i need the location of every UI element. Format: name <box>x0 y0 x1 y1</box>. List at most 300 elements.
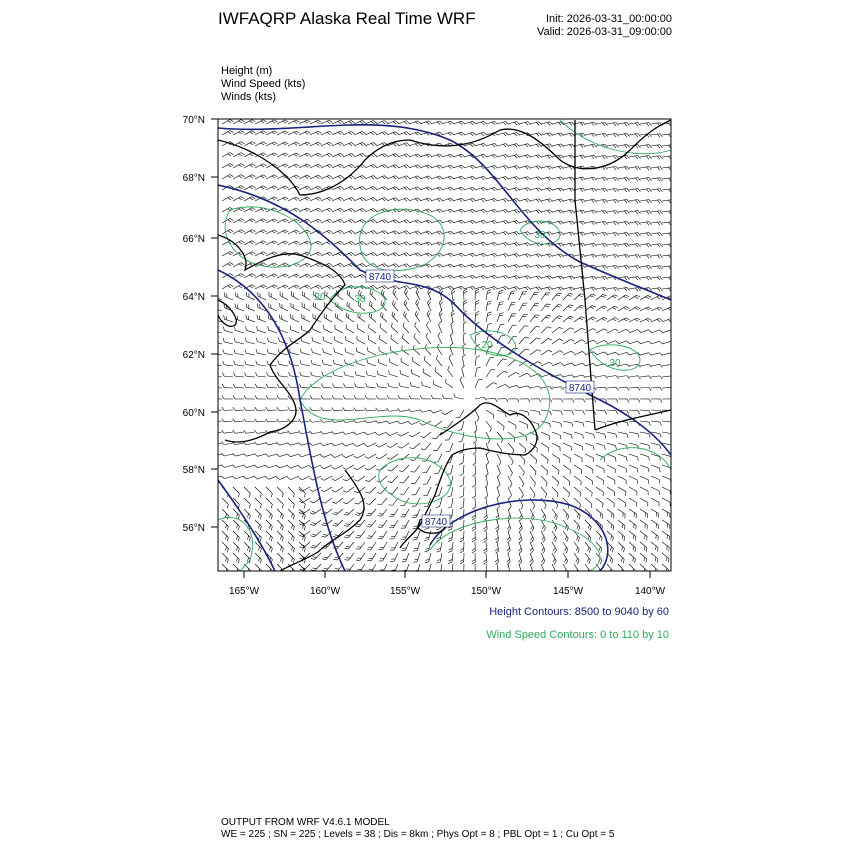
wind-barb <box>391 300 401 311</box>
wind-barb <box>616 520 627 530</box>
wind-barb <box>265 473 277 480</box>
wind-barb <box>242 542 252 552</box>
wind-barb <box>472 542 476 553</box>
wind-barb <box>585 177 596 183</box>
wind-barb <box>494 553 499 564</box>
wind-barb <box>651 144 662 149</box>
wind-barb <box>233 130 244 138</box>
wind-barb <box>629 329 640 336</box>
wind-barb <box>321 284 332 292</box>
wind-barb <box>574 375 585 381</box>
wind-barb <box>640 122 651 127</box>
wind-barb <box>288 284 299 292</box>
wind-barb <box>629 410 640 414</box>
wind-barb <box>310 240 321 248</box>
wind-barb <box>379 551 387 562</box>
wind-barb <box>538 509 547 520</box>
wind-barb <box>420 197 432 204</box>
wind-barb <box>255 361 266 366</box>
wind-barb <box>448 355 456 366</box>
wind-barb <box>211 395 222 399</box>
wind-barb <box>650 454 662 460</box>
wind-barb <box>286 553 296 563</box>
wind-barb <box>483 553 488 564</box>
wind-barb <box>541 209 553 215</box>
wind-barb <box>497 209 509 215</box>
wind-barb <box>277 152 288 160</box>
wind-barb <box>253 520 263 530</box>
wind-barb <box>320 429 332 435</box>
wind-barb <box>266 349 278 355</box>
wind-barb <box>391 312 401 322</box>
wind-barb <box>243 462 255 469</box>
wind-barb <box>605 465 616 473</box>
wind-barb <box>231 542 241 552</box>
wind-barb <box>399 474 409 485</box>
wind-barb <box>639 432 650 437</box>
wind-barb <box>220 498 230 508</box>
wind-barb <box>574 315 585 324</box>
wind-barb <box>563 287 575 293</box>
wind-barb <box>585 199 596 205</box>
speed-contour-label: 20 <box>481 340 493 351</box>
wind-barb <box>310 196 321 204</box>
wind-barb <box>344 348 356 355</box>
wind-barb <box>562 443 573 451</box>
wind-barb <box>310 462 321 470</box>
model-config-line: WE = 225 ; SN = 225 ; Levels = 38 ; Dis = 8km ; Phys Opt = 8 ; PBL Opt = 1 ; Cu Opt = 5 <box>221 829 615 840</box>
wind-barb <box>552 291 562 302</box>
wind-barb <box>413 333 423 344</box>
wind-barb <box>638 487 649 495</box>
wind-barb <box>331 429 343 435</box>
wind-barb <box>574 292 584 302</box>
wind-barb <box>378 507 387 518</box>
wind-barb <box>277 418 288 423</box>
wind-barb <box>409 120 421 127</box>
wind-barb <box>486 253 498 259</box>
wind-barb <box>519 154 531 160</box>
wind-barb <box>464 121 476 128</box>
wind-barb <box>398 285 410 292</box>
wind-barb <box>519 121 531 127</box>
wind-barb <box>530 313 539 324</box>
wind-barb <box>472 465 476 476</box>
wind-barb <box>442 208 454 215</box>
wind-barb <box>494 432 504 443</box>
wind-barb <box>651 254 662 259</box>
wind-barb <box>278 292 289 300</box>
wind-barb <box>453 209 465 216</box>
wind-barb <box>244 119 255 127</box>
wind-barb <box>527 487 536 498</box>
wind-barb <box>332 372 343 377</box>
wind-barb <box>540 432 551 440</box>
wind-barb <box>596 293 607 303</box>
wind-barb <box>563 243 575 249</box>
wind-barb <box>508 323 516 334</box>
wind-barb <box>322 348 334 355</box>
wind-barb <box>560 553 569 564</box>
wind-barb <box>627 520 638 529</box>
wind-barb <box>354 473 365 482</box>
wind-barb <box>594 509 605 519</box>
wind-barb <box>334 302 345 311</box>
wind-barb <box>475 275 487 282</box>
lon-tick-label: 140°W <box>634 586 666 597</box>
wind-barb <box>552 187 564 193</box>
wind-barb <box>530 209 542 215</box>
wind-barb <box>398 252 410 259</box>
wind-barb <box>211 372 222 377</box>
wind-barb <box>266 218 277 226</box>
wind-barb <box>640 341 652 348</box>
wind-barb <box>518 410 529 416</box>
wind-barb <box>451 289 456 300</box>
wind-barb <box>322 337 334 344</box>
wind-barb <box>253 487 263 497</box>
wind-barb <box>472 498 476 509</box>
wind-barb <box>541 154 553 160</box>
wind-barb <box>267 326 279 333</box>
wind-barb <box>332 207 343 215</box>
wind-barb <box>387 164 399 171</box>
wind-barb <box>299 360 310 366</box>
wind-barb <box>221 473 233 480</box>
wind-barb <box>244 372 255 377</box>
wind-barb <box>297 509 307 519</box>
wind-barb <box>506 421 517 429</box>
wind-barb <box>425 563 431 575</box>
wind-barb <box>475 311 479 322</box>
wind-barb <box>397 418 409 425</box>
wind-barb <box>288 196 299 204</box>
lat-tick-label: 68°N <box>182 173 205 184</box>
wind-barb <box>486 322 492 334</box>
wind-barb <box>442 274 454 281</box>
height-contour-label: 8740 <box>368 272 392 283</box>
wind-barb <box>464 220 476 227</box>
wind-barb <box>388 358 399 366</box>
wind-barb <box>420 120 432 127</box>
wind-barb <box>310 273 321 281</box>
wind-barb <box>332 196 343 204</box>
wind-barb <box>365 230 376 237</box>
wind-barb <box>365 241 376 248</box>
wind-barb <box>475 366 481 377</box>
wind-barb <box>574 265 585 271</box>
wind-barb <box>463 322 467 333</box>
wind-barb <box>277 395 288 399</box>
wind-barb <box>596 188 607 194</box>
wind-barb <box>390 323 400 333</box>
wind-barb <box>484 410 495 419</box>
wind-barb <box>310 152 321 160</box>
wind-barb <box>494 520 500 532</box>
wind-barb <box>585 155 596 161</box>
wind-barb <box>650 443 662 449</box>
wind-barb <box>256 315 268 322</box>
wind-barb <box>222 418 233 422</box>
wind-barb <box>447 464 453 476</box>
wind-barb <box>519 198 531 204</box>
wind-barb <box>640 306 651 314</box>
wind-barb <box>264 509 274 519</box>
wind-barb <box>538 520 547 531</box>
wind-barb <box>594 476 605 485</box>
wind-barb <box>472 564 476 575</box>
wind-barb <box>231 564 241 574</box>
wind-barb <box>463 344 468 355</box>
wind-barb <box>442 120 454 127</box>
wind-barb <box>420 381 432 388</box>
wind-barb <box>320 440 332 447</box>
wind-barb <box>527 476 537 487</box>
wind-barb <box>299 262 310 270</box>
wind-barb <box>519 275 531 281</box>
wind-barb <box>640 166 651 171</box>
wind-barb <box>431 274 443 281</box>
wind-barb <box>401 334 411 344</box>
wind-barb <box>343 241 354 249</box>
wind-barb <box>310 484 321 493</box>
wind-barb <box>244 240 255 248</box>
wind-barb <box>651 352 663 358</box>
wind-barb <box>508 220 520 226</box>
wind-barb <box>444 379 455 388</box>
wind-barb <box>651 232 662 237</box>
wind-barb <box>222 196 233 205</box>
wind-barb <box>549 487 559 497</box>
wind-barb <box>332 163 343 171</box>
wind-barb <box>211 327 223 333</box>
wind-barb <box>508 121 520 127</box>
wind-barb <box>354 120 365 128</box>
wind-barb <box>549 553 557 564</box>
wind-barb <box>277 174 288 182</box>
wind-barb <box>365 383 376 388</box>
wind-barb <box>551 421 563 427</box>
wind-barb <box>299 174 310 182</box>
wind-barb <box>321 484 332 493</box>
wind-barb <box>409 429 420 438</box>
wind-barb <box>460 520 464 531</box>
wind-barb <box>365 120 376 127</box>
wind-barb <box>571 509 581 519</box>
wind-barb <box>411 463 420 474</box>
wind-barb <box>342 429 354 435</box>
wind-barb <box>255 418 266 423</box>
wind-barb <box>461 365 467 377</box>
wind-barb <box>585 122 596 128</box>
wind-barb <box>563 232 575 238</box>
wind-barb <box>321 152 332 160</box>
wind-barb <box>607 155 618 160</box>
wind-barb <box>310 251 321 259</box>
wind-barb <box>220 564 230 574</box>
wind-barb <box>210 473 222 480</box>
wind-barb <box>266 395 277 399</box>
wind-barb <box>421 441 431 451</box>
wind-barb <box>256 326 268 333</box>
wind-barb <box>519 143 531 149</box>
wind-barb <box>321 473 332 481</box>
wind-barb <box>310 262 321 270</box>
wind-barb <box>497 399 508 403</box>
wind-barb <box>563 327 574 336</box>
wind-barb <box>255 284 266 292</box>
wind-barb <box>366 507 376 518</box>
wind-barb <box>530 253 542 259</box>
wind-barb <box>563 374 575 380</box>
wind-barb <box>505 487 513 498</box>
wind-barb <box>300 303 311 311</box>
wind-barb <box>662 387 673 391</box>
wind-barb <box>571 531 581 542</box>
wind-barb <box>387 241 399 248</box>
wind-barb <box>651 166 662 171</box>
wind-barb <box>321 141 332 149</box>
wind-barb <box>640 243 651 248</box>
wind-barb <box>220 542 230 552</box>
wind-barb <box>572 454 583 462</box>
wind-barb <box>604 542 614 552</box>
wind-barb <box>265 462 277 469</box>
wind-barb <box>356 562 365 573</box>
wind-barb <box>616 542 626 552</box>
wind-barb <box>277 196 288 204</box>
wind-barb <box>494 564 499 575</box>
wind-barb <box>618 199 629 204</box>
wind-barb <box>494 542 499 553</box>
wind-barb <box>472 531 476 542</box>
wind-barb <box>650 476 661 483</box>
wind-barb <box>516 487 524 498</box>
wind-barb <box>662 306 673 314</box>
wind-barb <box>365 462 376 471</box>
wind-barb <box>541 337 552 347</box>
wind-barb <box>419 407 431 413</box>
wind-barb <box>343 462 354 470</box>
wind-barb <box>585 133 596 139</box>
wind-barb <box>519 313 528 324</box>
wind-barb <box>508 187 520 193</box>
wind-barb <box>398 440 409 449</box>
wind-barb <box>486 231 498 237</box>
wind-barb <box>446 442 453 454</box>
wind-barb <box>398 395 409 399</box>
wind-barb <box>409 186 421 193</box>
contour-labels <box>314 230 621 528</box>
wind-barb <box>629 387 640 391</box>
wind-barb <box>582 542 592 553</box>
speed-contour-label: 30 <box>609 358 621 369</box>
wind-barb <box>253 553 263 563</box>
wind-barb <box>483 465 489 477</box>
wind-barb <box>449 343 456 355</box>
wind-barb <box>310 372 321 377</box>
wind-barb <box>629 155 640 160</box>
wind-barb <box>453 154 465 161</box>
wind-barb <box>277 372 288 377</box>
wind-barb <box>354 462 365 471</box>
wind-barb <box>459 377 467 388</box>
wind-barb <box>508 242 520 248</box>
wind-barb <box>572 465 583 474</box>
wind-barb <box>376 451 387 460</box>
wind-barb <box>266 440 277 446</box>
wind-barb <box>354 153 365 161</box>
wind-barb <box>266 407 277 411</box>
wind-barb <box>605 487 616 496</box>
height-contour-label: 8740 <box>568 383 592 394</box>
wind-barb <box>277 185 288 193</box>
wind-barb <box>475 121 487 128</box>
wind-barb <box>585 293 596 303</box>
wind-barb <box>494 476 501 488</box>
wind-barb <box>662 178 673 183</box>
wind-barb <box>538 531 546 542</box>
wind-barb <box>519 286 531 292</box>
wind-barb <box>563 315 574 325</box>
wind-barb <box>389 346 400 355</box>
wind-barb <box>460 531 464 542</box>
wind-barb <box>343 274 354 282</box>
wind-barb <box>640 387 651 391</box>
wind-barb <box>222 350 233 355</box>
wind-barb <box>618 232 629 237</box>
wind-barb <box>561 487 571 497</box>
wind-barb <box>464 275 476 282</box>
wind-barb <box>287 440 299 446</box>
wind-barb <box>551 432 563 439</box>
wind-barb <box>244 174 255 182</box>
wind-barb <box>398 175 410 182</box>
wind-barb <box>321 360 333 366</box>
wind-barb <box>453 275 465 282</box>
wind-barb <box>387 407 398 412</box>
wind-barb <box>563 133 575 139</box>
wind-barb <box>376 252 388 259</box>
wind-barb <box>312 302 323 311</box>
wind-barb <box>275 542 285 552</box>
wind-barb <box>267 303 278 311</box>
wind-barb <box>344 336 355 344</box>
wind-barb <box>211 407 222 411</box>
wind-barb <box>286 520 296 530</box>
wind-barb <box>596 254 607 260</box>
wind-barb <box>432 380 443 388</box>
wind-barb <box>583 476 594 485</box>
wind-barb <box>277 407 288 411</box>
wind-barb <box>342 440 354 447</box>
wind-barb <box>460 476 464 487</box>
wind-barb <box>571 542 580 553</box>
wind-barb <box>322 314 333 322</box>
wind-barb <box>420 274 432 281</box>
wind-barb <box>638 509 649 518</box>
wind-barb <box>607 317 618 325</box>
wind-barb <box>486 289 491 300</box>
wind-barb <box>497 275 509 281</box>
wind-barb <box>233 349 244 355</box>
lat-tick-label: 64°N <box>182 292 205 303</box>
wind-barb <box>333 348 345 355</box>
wind-barb <box>607 232 618 237</box>
wind-barb <box>310 348 322 355</box>
wind-barb <box>617 454 629 461</box>
wind-barb <box>527 564 534 576</box>
